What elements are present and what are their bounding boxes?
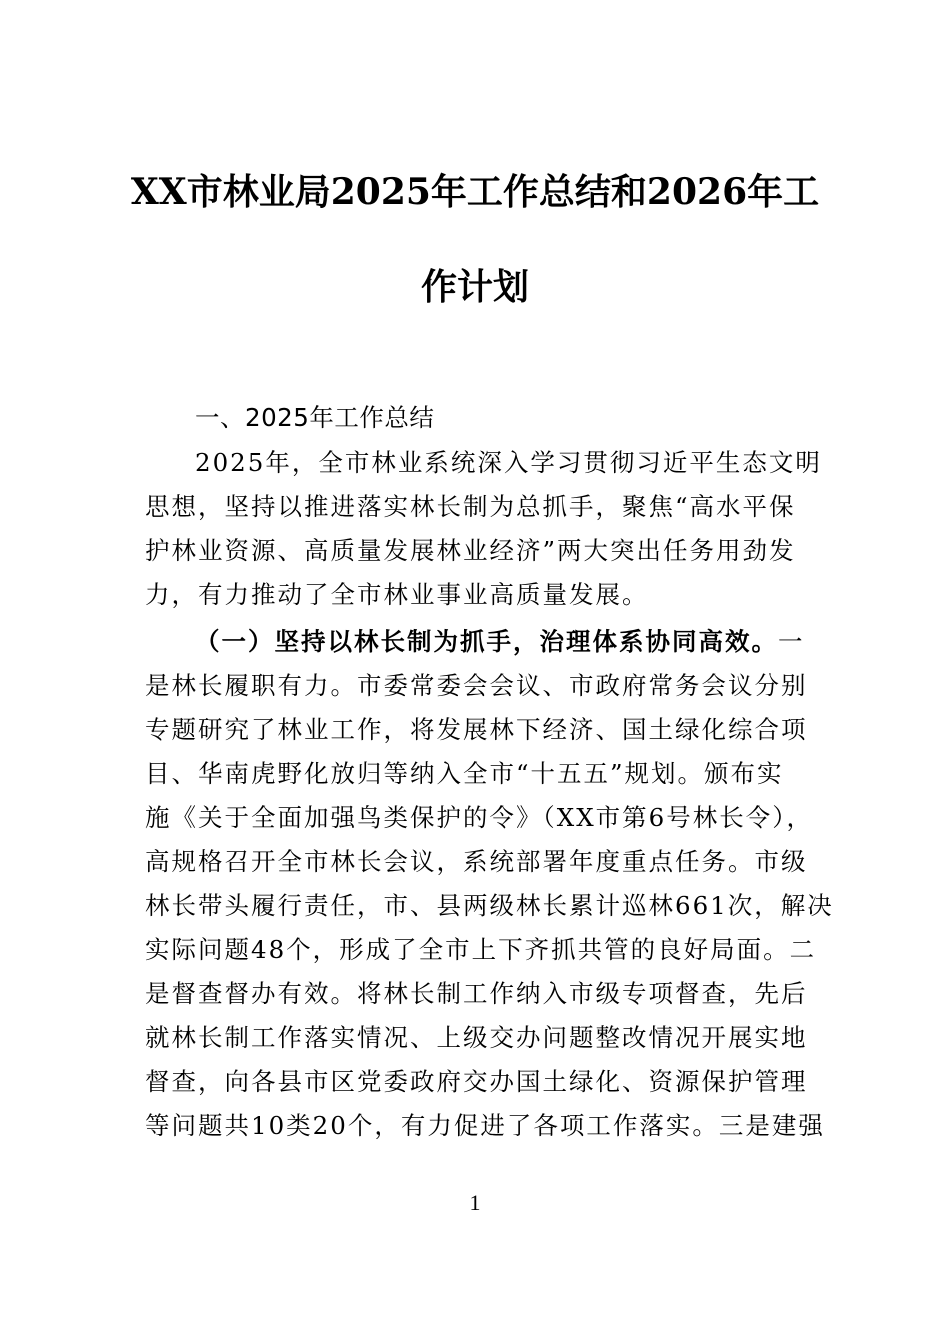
document-title-line-1: XX市林业局2025年工作总结和2026年工 <box>130 171 820 213</box>
section-heading: 一、2025年工作总结 <box>195 403 435 432</box>
paragraph-line: 是督查督办有效。将林长制工作纳入市级专项督查，先后 <box>145 979 808 1008</box>
subsection-heading: （一）坚持以林长制为抓手，治理体系协同高效。 <box>195 627 778 656</box>
paragraph-line: 护林业资源、高质量发展林业经济”两大突出任务用劲发 <box>145 536 796 565</box>
paragraph-line: 高规格召开全市林长会议，系统部署年度重点任务。市级 <box>145 847 808 876</box>
paragraph-line: 就林长制工作落实情况、上级交办问题整改情况开展实地 <box>145 1023 808 1052</box>
paragraph-line: 思想，坚持以推进落实林长制为总抓手，聚焦“高水平保 <box>145 492 796 521</box>
paragraph-line: 林长带头履行责任，市、县两级林长累计巡林661次，解决 <box>145 891 834 920</box>
subsection-heading-line <box>195 624 855 660</box>
paragraph-line: 目、华南虎野化放归等纳入全市“十五五”规划。颁布实 <box>145 759 784 788</box>
document-title-line-2: 作计划 <box>420 266 529 308</box>
page-number: 1 <box>469 1190 481 1215</box>
paragraph-line: 专题研究了林业工作，将发展林下经济、国土绿化综合项 <box>145 715 808 744</box>
paragraph-line: 等问题共10类20个，有力促进了各项工作落实。三是建强 <box>145 1111 825 1140</box>
paragraph-line: 督查，向各县市区党委政府交办国土绿化、资源保护管理 <box>145 1067 808 1096</box>
paragraph-line: 实际问题48个，形成了全市上下齐抓共管的良好局面。二 <box>145 935 817 964</box>
subsection-heading-tail: 一 <box>778 627 805 656</box>
paragraph-line: 2025年，全市林业系统深入学习贯彻习近平生态文明 <box>195 448 822 477</box>
paragraph-line: 施《关于全面加强鸟类保护的令》（XX市第6号林长令）， <box>145 803 813 832</box>
paragraph-line: 是林长履职有力。市委常委会会议、市政府常务会议分别 <box>145 671 808 700</box>
paragraph-line: 力，有力推动了全市林业事业高质量发展。 <box>145 580 649 609</box>
